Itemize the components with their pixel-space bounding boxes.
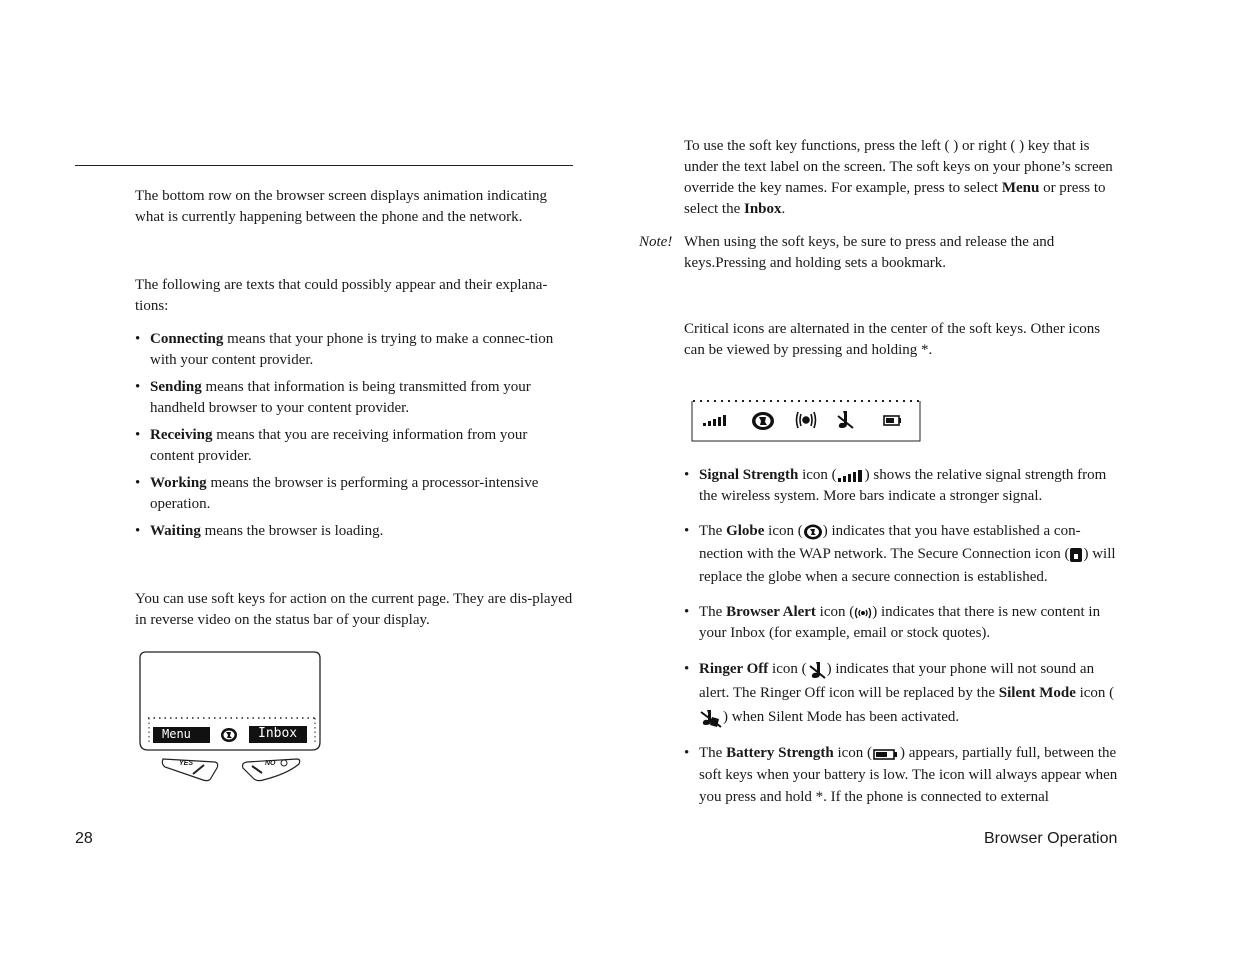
- term-waiting: Waiting: [150, 523, 201, 539]
- softkey-inbox-label: Inbox: [258, 726, 298, 741]
- term-working: Working: [150, 475, 207, 491]
- menu-term: Menu: [1001, 180, 1040, 196]
- term-silent-mode: Silent Mode: [998, 685, 1076, 701]
- phone-display-illustration: [137, 650, 327, 785]
- item-text: ) when Silent Mode has been activated.: [723, 709, 960, 725]
- signal-strength-icon: [703, 415, 726, 426]
- battery-strength-icon: [884, 416, 901, 425]
- battery-strength-icon: [872, 747, 900, 761]
- inbox-term: Inbox: [743, 201, 782, 217]
- signal-strength-icon: [837, 469, 865, 483]
- globe-icon: [803, 524, 823, 540]
- list-item: • The Globe icon ( ) indicates that you have established a con-nection with the WAP network. The Secure Connection icon ( ) will replace the globe when a secure connection is established.: [684, 523, 1116, 585]
- list-item: • The Battery Strength icon ( ) appears, partially full, between the soft keys when your battery is low. The icon will always appear when you press and hold *. If the phone is connected to external: [684, 745, 1118, 805]
- browser-alert-icon: [797, 412, 816, 428]
- term-globe: Globe: [726, 523, 765, 539]
- softkey-usage-paragraph: [684, 136, 1121, 220]
- phone-screen-graphic: [137, 650, 327, 785]
- secure-connection-icon: [1069, 547, 1083, 563]
- list-item: • Working means the browser is performing a processor-intensive operation.: [135, 475, 539, 512]
- term-browser-alert: Browser Alert: [726, 604, 816, 620]
- item-text: The: [699, 604, 727, 620]
- term-signal-strength: Signal Strength: [699, 467, 799, 483]
- item-text: The: [699, 745, 727, 761]
- status-bar-graphic: [691, 398, 921, 442]
- softkey-menu-label: Menu: [162, 727, 191, 741]
- list-item: • Waiting means the browser is loading.: [135, 523, 384, 539]
- term-battery-strength: Battery Strength: [726, 745, 834, 761]
- section-rule: [75, 165, 573, 166]
- critical-icons-paragraph: Critical icons are alternated in the center of the soft keys. Other icons can be viewed by pressing and holding *.: [684, 321, 1101, 358]
- silent-mode-icon: [699, 707, 723, 729]
- item-text: ) appears, partially full, between the soft keys when your battery is low. The icon will always appear when you press and hold *. If the phone is connected to external: [699, 745, 1118, 805]
- item-text: icon (: [833, 745, 873, 761]
- item-text: means that your phone is trying to make a connec-tion with your content provider.: [150, 331, 554, 368]
- term-connecting: Connecting: [150, 331, 224, 347]
- no-key-label: NO: [265, 760, 276, 767]
- globe-icon: [752, 412, 774, 430]
- softkey-text-3: .: [781, 201, 786, 217]
- item-text: The: [699, 523, 727, 539]
- list-item: • The Browser Alert icon ( ) indicates that there is new content in your Inbox (for example, email or stock quotes).: [684, 604, 1101, 641]
- section-title: Browser Operation: [984, 830, 1118, 847]
- list-item: • Ringer Off icon ( ) indicates that your phone will not sound an alert. The Ringer Off icon will be replaced by the Silent Mode icon () when Silent Mode has been activated.: [684, 657, 1121, 729]
- term-receiving: Receiving: [150, 427, 213, 443]
- status-text-list: [135, 329, 575, 542]
- yes-key-label: YES: [179, 760, 194, 767]
- list-item: • Receiving means that you are receiving information from your content provider.: [135, 427, 528, 464]
- note-text: When using the soft keys, be sure to press and release the and keys.Pressing and holding sets a bookmark.: [684, 234, 1055, 271]
- item-text: icon (: [764, 523, 803, 539]
- item-text: icon (: [1075, 685, 1115, 701]
- item-text: means the browser is performing a processor-intensive operation.: [150, 475, 539, 512]
- browser-alert-icon: [854, 606, 872, 620]
- page-number: 28: [75, 830, 93, 847]
- item-text: icon (: [815, 604, 855, 620]
- item-text: ) indicates that you have established a con-nection with the WAP network. The Secure Connection icon (: [699, 523, 1081, 562]
- item-text: means that information is being transmitted from your handheld browser to your content provider.: [150, 379, 531, 416]
- item-text: means the browser is loading.: [200, 523, 384, 539]
- item-text: ) will replace the globe when a secure connection is established.: [699, 546, 1116, 585]
- list-item: • Signal Strength icon ( ) shows the relative signal strength from the wireless system. More bars indicate a stronger signal.: [684, 467, 1107, 504]
- texts-intro-paragraph: The following are texts that could possibly appear and their explana-tions:: [135, 277, 548, 314]
- item-text: icon (: [798, 467, 837, 483]
- ringer-off-icon: [807, 660, 827, 680]
- softkey-text-2: or press to select the: [684, 180, 1106, 217]
- ringer-off-icon: [838, 411, 853, 428]
- item-text: means that you are receiving information from your content provider.: [150, 427, 528, 464]
- status-icon-strip: [691, 398, 921, 442]
- term-ringer-off: Ringer Off: [699, 661, 769, 677]
- softkey-text-1: To use the soft key functions, press the left ( ) or right ( ) key that is under the text label on the screen. The soft keys on your phone’s screen override the key names. For example, press to select: [684, 138, 1113, 196]
- item-text: ) indicates that your phone will not sound an alert. The Ringer Off icon will be replaced by the: [699, 661, 1095, 701]
- list-item: • Sending means that information is being transmitted from your handheld browser to your content provider.: [135, 379, 531, 416]
- animation-paragraph: The bottom row on the browser screen displays animation indicating what is currently happening between the phone and the network.: [135, 188, 547, 225]
- item-text: ) shows the relative signal strength from the wireless system. More bars indicate a stronger signal.: [699, 467, 1107, 504]
- list-item: • Connecting means that your phone is trying to make a connec-tion with your content provider.: [135, 331, 554, 368]
- icon-descriptions-list: [684, 465, 1121, 808]
- item-text: icon (: [768, 661, 807, 677]
- softkeys-paragraph: You can use soft keys for action on the current page. They are dis-played in reverse video on the status bar of your display.: [135, 591, 573, 628]
- note-label: Note!: [639, 234, 673, 250]
- item-text: ) indicates that there is new content in your Inbox (for example, email or stock quotes).: [699, 604, 1101, 641]
- term-sending: Sending: [150, 379, 202, 395]
